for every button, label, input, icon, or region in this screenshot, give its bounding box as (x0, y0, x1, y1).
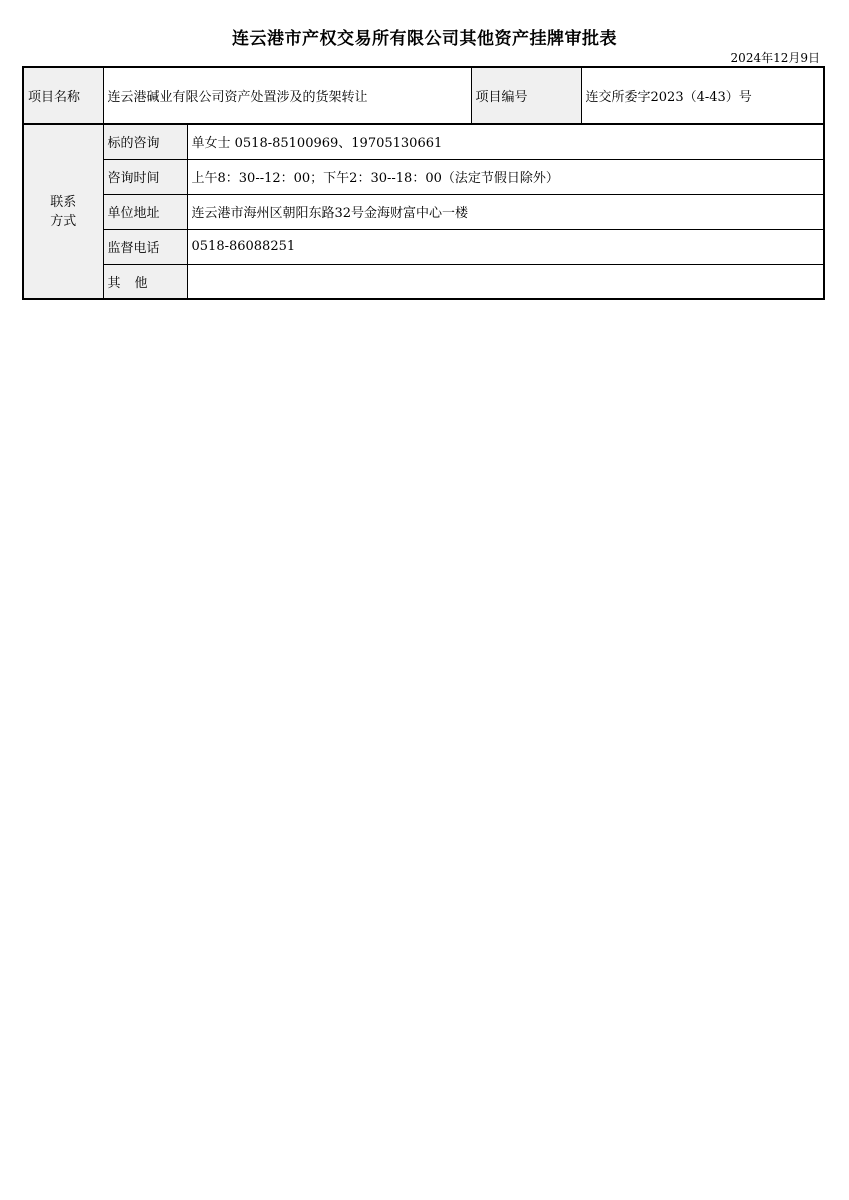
other-value (187, 264, 824, 299)
other-label-cell (103, 264, 187, 299)
other-label: 其他 (107, 275, 162, 291)
inquiry-label: 标的咨询 (103, 124, 187, 159)
supervision-phone-label: 监督电话 (103, 229, 187, 264)
project-number-value: 连交所委字2023（4-43）号 (581, 67, 824, 124)
contact-group-label (23, 124, 103, 299)
project-name-label: 项目名称 (23, 67, 103, 124)
supervision-phone-value: 0518-86088251 (187, 229, 824, 264)
document-date: 2024年12月9日 (730, 51, 820, 65)
address-label: 单位地址 (103, 194, 187, 229)
contact-group-label-line2: 方式 (50, 213, 77, 229)
contact-row-inquiry (23, 124, 824, 159)
hours-label: 咨询时间 (103, 159, 187, 194)
hours-value: 上午8：30--12：00；下午2：30--18：00（法定节假日除外） (187, 159, 824, 194)
contact-row-other (23, 264, 824, 299)
contact-group-label-line1: 联系 (50, 194, 77, 210)
project-number-label: 项目编号 (471, 67, 581, 124)
contact-row-hours (23, 159, 824, 194)
document-title: 连云港市产权交易所有限公司其他资产挂牌审批表 (232, 29, 617, 49)
inquiry-value: 单女士 0518-85100969、19705130661 (187, 124, 824, 159)
project-row (23, 67, 824, 124)
contact-row-address (23, 194, 824, 229)
address-value: 连云港市海州区朝阳东路32号金海财富中心一楼 (187, 194, 824, 229)
approval-table (22, 66, 825, 300)
contact-row-supervision (23, 229, 824, 264)
project-name-value: 连云港碱业有限公司资产处置涉及的货架转让 (103, 67, 471, 124)
